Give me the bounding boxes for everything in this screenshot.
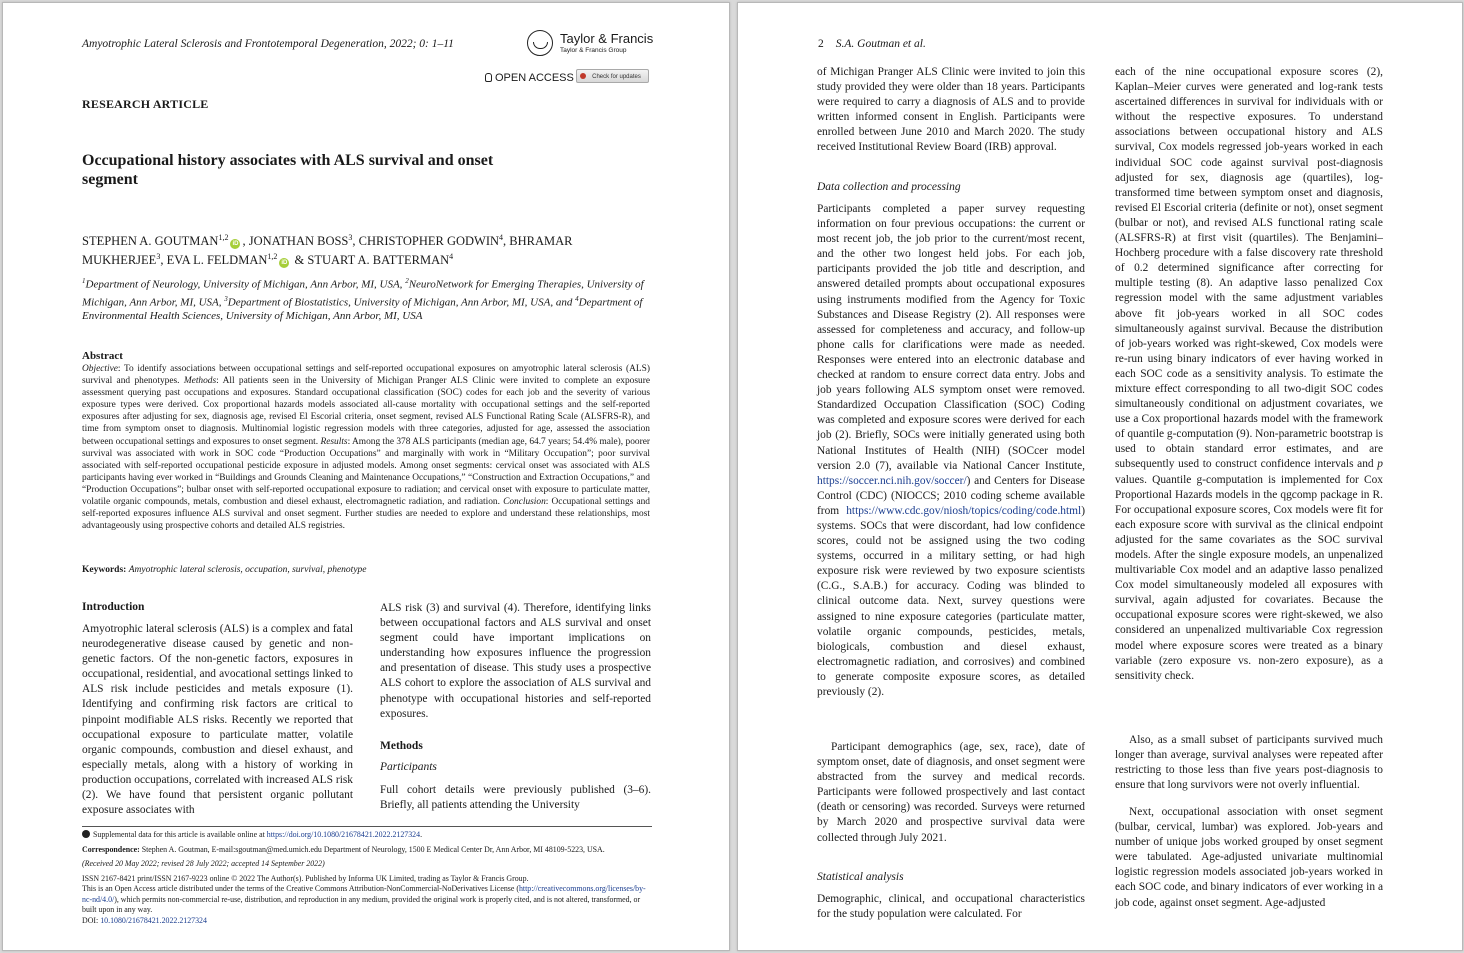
author-name: STEPHEN A. GOUTMAN <box>82 234 219 249</box>
author-affiliation-marker: 3 <box>156 252 161 262</box>
data-collection-text <box>817 202 1085 700</box>
stats-text-2: values. Quantile g-computation is implemented for Cox Proportional Hazards models in the qgcomp package in R. For occupational exposure scores, Cox models were fit for each exposure score with survival as the clinical endpoint adjusted for the same covariates as the SOC survival models. After the single exposure models, an unpenalized multivariable Cox model and an adaptive lasso penalized Cox model simultaneously modeled all exposures with survival, again adjusted for covariates. Because the occupational exposure scores were right-skewed, we also considered an unpenalized multivariable Cox regression model where exposure scores were treated as a binary variable (zero exposure vs. non-zero exposure), as a sensitivity check. <box>1115 473 1383 682</box>
author-separator: , <box>160 253 167 268</box>
issn-line: ISSN 2167-8421 print/ISSN 2167-9223 online © 2022 The Author(s). Published by Informa UK Limited, trading as Taylor & Francis Group. <box>82 873 529 883</box>
introduction-heading: Introduction <box>82 601 145 613</box>
author-separator: , <box>503 234 510 249</box>
affiliation-text: NeuroNetwork for Emerging Therapies, University of Michigan, Ann Arbor, MI, USA, <box>82 278 644 309</box>
author-affiliation-marker: 1,2 <box>267 252 278 262</box>
correspondence-label: Correspondence: <box>82 844 140 854</box>
abstract-body <box>82 363 650 532</box>
affiliations <box>82 274 652 323</box>
taylor-francis-logo-icon <box>527 30 553 56</box>
correspondence-text: Stephen A. Goutman, E-mail:sgoutman@med.umich.edu Department of Neurology, 1500 E Medical Center Dr, Ann Arbor, MI 48109-5223, USA. <box>139 844 605 854</box>
affiliation-text: Department of Neurology, University of Michigan, Ann Arbor, MI, USA, <box>85 278 406 291</box>
doi-line <box>82 916 652 927</box>
page-number: 2 <box>818 38 824 50</box>
author-name: STUART A. BATTERMAN <box>307 253 450 268</box>
data-collection-text-1: Participants completed a paper survey requesting information on four previous occupations: the current or most recent job, the job prior to the current/most recent, and the other two longest held jobs. For each job, participants provided the job title and description, and answered detailed prompts about occupational exposures using instruments modified from the Agency for Toxic Substances and Disease Registry (2). All responses were assessed for completeness and accuracy, and follow-up phone calls for clarifications were made as needed. Responses were entered into an electronic database and checked at random to ensure correct data entry. Jobs and job years following ALS symptom onset were removed. Standardized Occupation Classification (SOC) Coding was completed and exposure scores were derived for each job (2). Briefly, SOCs were initially generated using both National Institutes of Health (NIH) (SOCcer model version 2.0 (7), available via National Cancer Institute, <box>817 203 1085 472</box>
affiliation-text: Department of Environmental Health Sciences, University of Michigan, Ann Arbor, MI, USA <box>82 296 643 323</box>
publisher-group: Taylor & Francis Group <box>560 47 627 54</box>
keywords-list: Amyotrophic lateral sclerosis, occupation, survival, phenotype <box>128 565 367 575</box>
author-separator: , <box>352 234 359 249</box>
abstract-objective: : To identify associations between occupational settings and self-reported occupational exposures on amyotrophic lateral sclerosis (ALS) survival and phenotypes. <box>82 364 650 387</box>
affiliation-marker: 2 <box>405 277 409 285</box>
p-symbol: p <box>1377 458 1383 471</box>
supplemental-link[interactable]: https://doi.org/10.1080/21678421.2022.2127324 <box>266 830 421 839</box>
article-type: RESEARCH ARTICLE <box>82 97 209 111</box>
license-prefix: This is an Open Access article distributed under the terms of the Creative Commons Attribution-NonCommercial-NoDerivatives License ( <box>82 884 519 893</box>
license-note <box>82 884 652 916</box>
open-lock-icon <box>485 73 492 82</box>
running-head <box>818 38 926 50</box>
author-name: BHRAMAR MUKHERJEE <box>82 234 573 268</box>
affiliation-marker: 1 <box>82 277 86 285</box>
author-list <box>82 230 652 268</box>
supplemental-icon <box>82 830 90 838</box>
sensitivity-paragraph: Also, as a small subset of participants survived much longer than average, survival analyses were repeated after restricting to those less than five years post-diagnosis to ensure that long survivors were not overly influential. <box>1115 734 1383 792</box>
stats-text-1: each of the nine occupational exposure scores (2), Kaplan–Meier curves were generated and log-rank tests ascertained differences in survival for individuals with or without the respective exposures. To understand associations between occupational history and ALS survival, Cox models regressed job-years worked in each individual SOC code against survival post-diagnosis adjusted for sex, diagnosis age (quartiles), log-transformed time between symptom onset and diagnosis, revised El Escorial criteria (definite or not), onset segment (bulbar or not), and revised ALS functional rating scale (ALSFRS-R) at first visit (quartiles). The Benjamini–Hochberg procedure with a false discovery rate threshold of 0.2 determined significance after correcting for multiple testing (8). An adaptive lasso penalized Cox regression model with the same adjustment variables above fit job-years worked in all SOC codes simultaneously against survival. Because the distribution of job-years worked was right-skewed, Cox models were re-run using binary indicators of ever having worked in each SOC code as a sensitivity analysis. To estimate the mixture effect corresponding to all two-digit SOC codes simultaneously conditional on adjustment covariates, we use a Cox proportional hazards model with the framework of quantile g-computation (9). Non-parametric bootstrap is used to obtain standard error estimates, and are subsequently used to construct confidence intervals and <box>1115 66 1383 471</box>
statistical-analysis-continued <box>1115 65 1383 684</box>
keywords-label: Keywords: <box>82 565 127 575</box>
journal-citation: Amyotrophic Lateral Sclerosis and Frontotemporal Degeneration, 2022; 0: 1–11 <box>82 38 454 50</box>
supplemental-note <box>82 830 652 841</box>
abstract-methods: : All patients seen in the University of Michigan Pranger ALS Clinic were invited to complete an exposure assessment querying past occupations and exposures. Standard occupational classification (SOC) codes for each job and the severity of various exposure types were derived. Cox proportional hazards models associated all-cause mortality with occupational settings and the self-reported exposures after adjusting for sex, diagnosis age, revised El Escorial criteria, onset segment, revised ALS Functional Rating Scale (ALSFRS-R), and time from symptom onset to diagnosis. Multinomial logistic regression models with three categories, adjusted for age, assessed the association between occupational settings and exposures to onset segment. <box>82 376 650 447</box>
page-2 <box>737 2 1463 951</box>
abstract-results: : Among the 378 ALS participants (median age, 64.7 years; 54.4% male), poorer survival was associated with work in SOC code “Production Occupations” and marginally with work in “Military Occupation”; poor survival associated with self-reported occupational pesticide exposure in adjusted models. Among onset segments: cervical onset was associated with ALS participants having ever worked in “Buildings and Grounds Cleaning and Maintenance Occupations,” “Construction and Extraction Occupations,” and “Production Occupations”; bulbar onset with self-reported occupational exposure to radiation; and cervical onset with exposure to particulate matter, volatile organic compounds, metals, combustion and diesel exhaust, electromagnetic radiation, and radiation. <box>82 436 650 508</box>
author-separator: & <box>291 253 308 268</box>
abstract-conclusion: : Occupational settings and self-reported exposures influence ALS survival and onset segment. Further studies are needed to explore and understand these relationships, most advantageously using prospective cohorts and detailed ALS registries. <box>82 497 650 532</box>
license-suffix: ), which permits non-commercial re-use, distribution, and reproduction in any medium, provided the original work is properly cited, and is not altered, transformed, or built upon in any way. <box>82 894 641 914</box>
doi-link[interactable]: 10.1080/21678421.2022.2127324 <box>100 915 207 925</box>
author-name: JONATHAN BOSS <box>248 234 349 249</box>
abstract-methods-label: Methods <box>183 376 217 387</box>
demographics-text: Participant demographics (age, sex, race), date of symptom onset, date of diagnosis, and onset segment were abstracted from the survey and medical records. Participants were followed prospectively and last contact (death or censoring) was recorded. Surveys were returned by March 2020 and prospective survival data were collected through July 2021. <box>817 741 1085 844</box>
article-title: Occupational history associates with ALS survival and onset segment <box>82 152 494 188</box>
participants-text: Full cohort details were previously published (3–6). Briefly, all patients attending the University <box>380 784 651 812</box>
participants-continued: of Michigan Pranger ALS Clinic were invited to join this study provided they were older than 18 years. Participants were required to carry a diagnosis of ALS and to provide written informed consent in English. Participants were enrolled between June 2010 and March 2020. The study received Institutional Review Board (IRB) approval. <box>817 66 1085 154</box>
doi-label: DOI: <box>82 915 101 925</box>
received-dates: (Received 20 May 2022; revised 28 July 2022; accepted 14 September 2022) <box>82 859 325 868</box>
participants-heading: Participants <box>380 761 437 773</box>
author-affiliation-marker: 1,2 <box>218 233 229 242</box>
author-name: EVA L. FELDMAN <box>166 253 268 268</box>
keywords <box>82 565 650 575</box>
abstract-heading: Abstract <box>82 350 123 362</box>
orcid-icon[interactable]: iD <box>281 260 288 267</box>
affiliation-text: Department of Biostatistics, University of Michigan, Ann Arbor, MI, USA, and <box>227 296 576 309</box>
data-collection-heading: Data collection and processing <box>817 181 961 193</box>
abstract-results-label: Results <box>320 436 348 447</box>
publisher-logo[interactable] <box>527 30 657 60</box>
cdc-link[interactable]: https://www.cdc.gov/niosh/topics/coding/code.html <box>846 504 1082 517</box>
soccer-link[interactable]: https://soccer.nci.nih.gov/soccer/ <box>817 474 967 487</box>
methods-heading: Methods <box>380 740 423 752</box>
data-collection-text-3: ) systems. SOCs that were discordant, had low confidence scores, could not be assigned using the two coding systems, occurred in a military setting, or had high exposure risk were reviewed by two exposure scientists (C.G., S.A.B.) for accuracy. Coding was blinded to clinical outcome data. Next, survey questions were assigned to nine exposure categories (particulate matter, volatile organic compounds, pesticides, metals, biologicals, combustion and diesel exhaust, electromagnetic radiation, and corrosives) and combined to generate composite exposure scores, as detailed previously (2). <box>817 504 1085 698</box>
publisher-name: Taylor & Francis <box>560 31 654 46</box>
supplemental-suffix: . <box>420 830 423 839</box>
footnote-divider <box>82 826 652 827</box>
crossmark-icon <box>580 73 586 79</box>
orcid-icon[interactable]: iD <box>232 241 239 248</box>
author-separator: , <box>242 234 249 249</box>
affiliation-marker: 4 <box>575 294 579 303</box>
abstract-objective-label: Objective <box>82 364 118 374</box>
author-affiliation-marker: 4 <box>499 233 504 242</box>
check-for-updates-label: Check for updates <box>592 74 641 80</box>
statistical-analysis-text: Demographic, clinical, and occupational characteristics for the study population were calculated. For <box>817 893 1085 921</box>
onset-segment-paragraph: Next, occupational association with onset segment (bulbar, cervical, lumbar) was explored. Job-years and number of unique jobs worked grouped by onset segment were tabulated. Age-adjusted univariate multinomial logistic regression models associated job-years worked in each SOC code, and binary indicators of ever working in a job code, against onset segment. Age-adjusted <box>1115 806 1383 909</box>
page-1 <box>2 2 730 951</box>
statistical-analysis-heading: Statistical analysis <box>817 871 904 883</box>
open-access-text: OPEN ACCESS <box>495 72 574 84</box>
supplemental-prefix: Supplemental data for this article is available online at <box>93 830 267 839</box>
abstract-conclusion-label: Conclusion <box>503 497 546 508</box>
license-link[interactable]: http://creativecommons.org/licenses/by-nc-nd/4.0/ <box>82 884 646 904</box>
author-affiliation-marker: 3 <box>348 233 353 242</box>
footnotes <box>82 830 652 926</box>
correspondence-note <box>82 845 652 856</box>
running-author: S.A. Goutman et al. <box>835 38 926 50</box>
data-collection-text-2: ) and Centers for Disease Control (CDC) (NIOCCS; 2010 coding scheme available from <box>817 474 1085 517</box>
affiliation-marker: 3 <box>224 294 228 303</box>
introduction-col1: Amyotrophic lateral sclerosis (ALS) is a complex and fatal neurodegenerative disease caused by genetic and non-genetic factors. Of the non-genetic factors, exposures in occupational, residential, and avocational settings linked to ALS risk include pesticides and metals exposure (1). Identifying and confirming risk factors are critical to pinpoint modifiable ALS risks. Recently we reported that occupational exposure to particulate matter, volatile organic compounds, combustion and diesel exhaust, and especially metals, along with a history of working in production occupations, correlated with increased ALS risk (2). We have found that persistent organic pollutant exposure associates with <box>82 623 353 817</box>
open-access-label <box>485 72 574 84</box>
author-name: CHRISTOPHER GODWIN <box>358 234 500 249</box>
author-affiliation-marker: 4 <box>449 252 454 262</box>
check-for-updates-button[interactable] <box>576 69 649 83</box>
introduction-col2: ALS risk (3) and survival (4). Therefore, identifying links between occupational factors and ALS survival and onset segment could have important implications on understanding how exposures influence the progression and presentation of disease. This study uses a prospective ALS cohort to explore the association of ALS survival and phenotype with occupational histories and self-reported exposures. <box>380 602 651 720</box>
